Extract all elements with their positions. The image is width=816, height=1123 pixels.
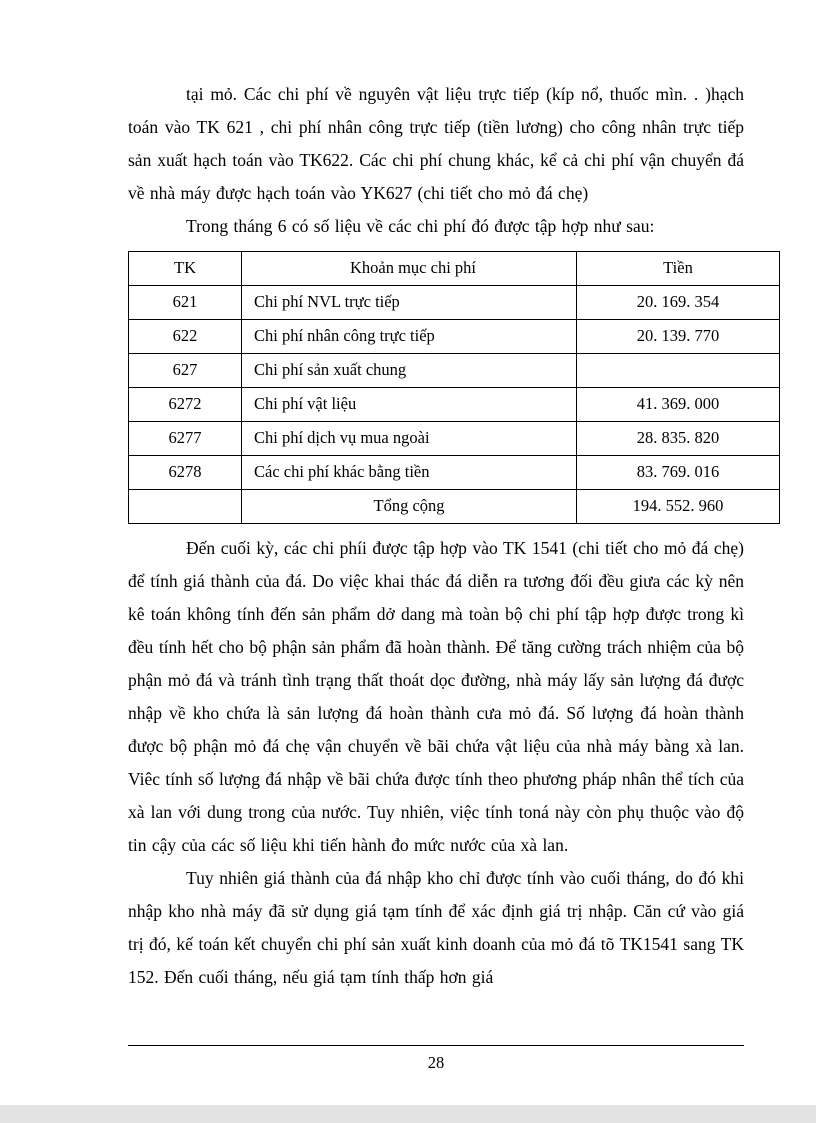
table-header-description: Khoản mục chi phí	[242, 252, 577, 286]
cell-amount: 41. 369. 000	[577, 388, 780, 422]
footer-divider	[128, 1045, 744, 1046]
cell-tk: 6278	[129, 456, 242, 490]
cell-tk-empty	[129, 490, 242, 524]
table-row	[129, 320, 780, 354]
table-header-amount: Tiền	[577, 252, 780, 286]
cell-description: Chi phí vật liệu	[242, 388, 577, 422]
cell-amount: 20. 139. 770	[577, 320, 780, 354]
table-header-tk: TK	[129, 252, 242, 286]
paragraph-intro: tại mỏ. Các chi phí về nguyên vật liệu trực tiếp (kíp nổ, thuốc mìn. . )hạch toán vào TK 621 , chi phí nhân công trực tiếp (tiền lương) cho công nhân trực tiếp sản xuất hạch toán vào TK622. Các chi phí chung khác, kể cả chi phí vận chuyển đá về nhà máy được hạch toán vào YK627 (chi tiết cho mỏ đá chẹ)	[128, 84, 744, 203]
table-header-row	[129, 252, 780, 286]
cell-amount: 83. 769. 016	[577, 456, 780, 490]
page-content	[128, 78, 744, 994]
table-row	[129, 388, 780, 422]
cell-total-amount: 194. 552. 960	[577, 490, 780, 524]
table-total-row	[129, 490, 780, 524]
table-row	[129, 286, 780, 320]
cost-table	[128, 251, 780, 524]
paragraph-body-2: Tuy nhiên giá thành của đá nhập kho chỉ được tính vào cuối tháng, do đó khi nhập kho nhà máy đã sử dụng giá tạm tính để xác định giá trị nhập. Căn cứ vào giá trị đó, kế toán kết chuyển chi phí sản xuất kinh doanh của mỏ đá tõ TK1541 sang TK 152. Đến cuối tháng, nếu giá tạm tính thấp hơn giá	[128, 868, 744, 987]
cell-description: Chi phí sản xuất chung	[242, 354, 577, 388]
page-bottom-edge	[0, 1105, 816, 1123]
cell-amount: 28. 835. 820	[577, 422, 780, 456]
cell-tk: 627	[129, 354, 242, 388]
cell-description: Chi phí nhân công trực tiếp	[242, 320, 577, 354]
table-intro-paragraph: Trong tháng 6 có số liệu về các chi phí đó được tập hợp như sau:	[186, 216, 655, 236]
cell-tk: 6277	[129, 422, 242, 456]
cell-description: Chi phí NVL trực tiếp	[242, 286, 577, 320]
cell-tk: 621	[129, 286, 242, 320]
cell-tk: 622	[129, 320, 242, 354]
cell-amount: 20. 169. 354	[577, 286, 780, 320]
table-row	[129, 456, 780, 490]
cell-description: Chi phí dịch vụ mua ngoài	[242, 422, 577, 456]
table-row	[129, 354, 780, 388]
cell-tk: 6272	[129, 388, 242, 422]
cell-amount	[577, 354, 780, 388]
cell-description: Các chi phí khác bằng tiền	[242, 456, 577, 490]
cell-total-label: Tổng cộng	[242, 490, 577, 524]
table-row	[129, 422, 780, 456]
page-number: 28	[427, 1053, 445, 1072]
paragraph-body-1: Đến cuối kỳ, các chi phíi được tập hợp vào TK 1541 (chi tiết cho mỏ đá chẹ) để tính giá thành của đá. Do việc khai thác đá diễn ra tương đối đều giưa các kỳ nên kê toán không tính đến sản phẩm dở dang mà toàn bộ chi phí tập hợp được trong kì đều tính hết cho bộ phận sản phẩm đã hoàn thành. Để tăng cường trách nhiệm của bộ phận mỏ đá và tránh tình trạng thất thoát dọc đường, nhà máy lấy sản lượng đá được nhập về kho chứa là sản lượng đá hoàn thành cưa mỏ đá. Số lượng đá hoàn thành được bộ phận mỏ đá chẹ vận chuyển về bãi chứa vật liệu của nhà máy bàng xà lan. Viêc tính số lượng đá nhập về bãi chứa được tính theo phương pháp nhân thể tích của xà lan với dung trong của nước. Tuy nhiên, việc tính toná này còn phụ thuộc vào độ tin cậy của các số liệu khi tiến hành đo mức nước của xà lan.	[128, 538, 744, 855]
